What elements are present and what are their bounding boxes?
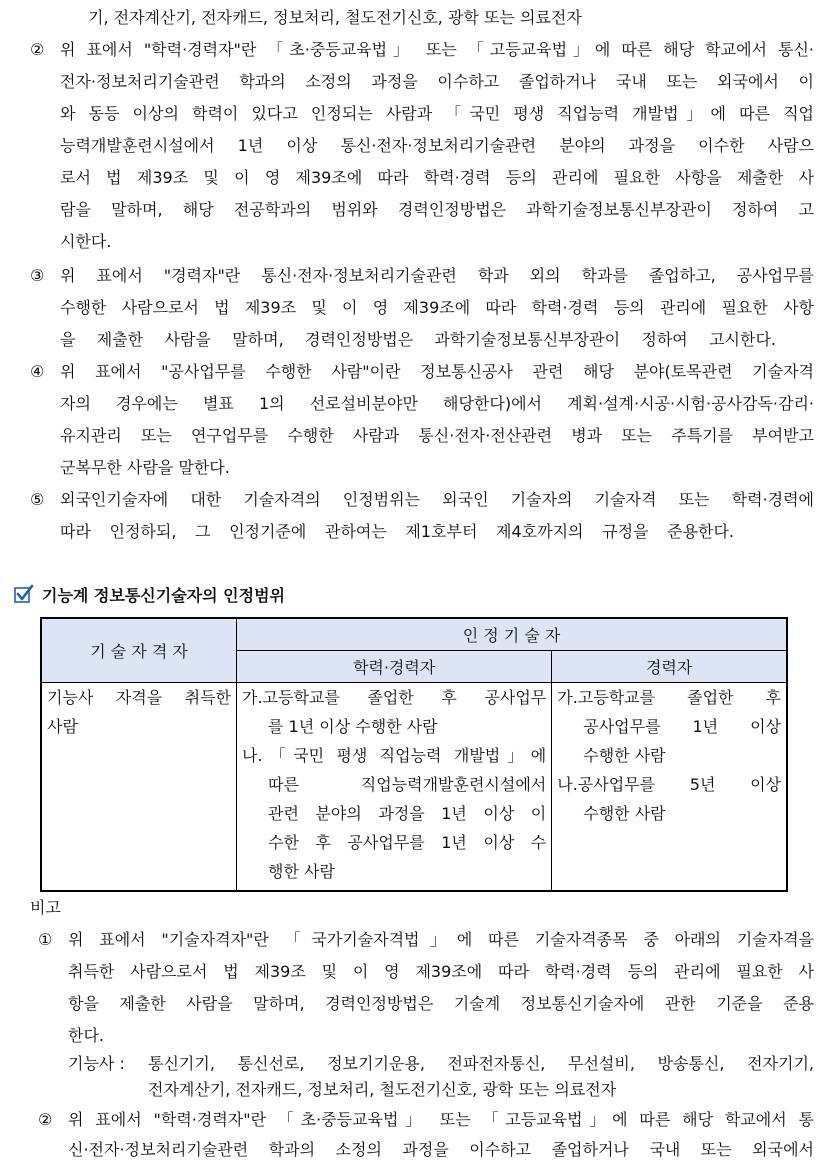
paragraph-line: 을 제출한 사람을 말하며, 경력인정방법은 과학기술정보통신부장관이 정하여 고시한다. (60, 330, 776, 349)
cell-career (552, 682, 787, 891)
paragraph-line: 외국인기술자에 대한 기술자격의 인정범위는 외국인 기술자의 기술자격 또는 학력·경력에 (60, 490, 814, 509)
cell-line: 공사업무를 1년 이상 (583, 716, 781, 736)
paragraph-line: 위 표에서 "기술자격자"란 「국가기술자격법」에 따른 기술자격종목 중 아래의 기술자격을 (68, 930, 814, 949)
cell-line: 가.고등학교를 졸업한 후 공사업무 (242, 687, 547, 707)
paragraph-line: 위 표에서 "경력자"란 통신·전자·정보처리기술관련 학과 외의 학과를 졸업하고, 공사업무를 (60, 266, 814, 285)
item-number: ③ (30, 266, 45, 285)
paragraph-line: 전자·정보처리기술관련 학과의 소정의 과정을 이수하고 졸업하거나 국내 또는 외국에서 이 (60, 72, 814, 91)
cell-line: 나.공사업무를 5년 이상 (557, 774, 781, 794)
cell-line: 기능사 자격을 취득한 (47, 687, 231, 707)
paragraph-line: 한다. (68, 1026, 104, 1045)
cell-line: 행한 사람 (268, 861, 335, 881)
cell-line: 사람 (47, 716, 78, 736)
qualification-table (40, 617, 788, 892)
paragraph-line: 항을 제출한 사람을 말하며, 경력인정방법은 기술계 정보통신기술자에 관한 기준을 준용 (68, 994, 814, 1013)
item-number: ⑤ (30, 490, 45, 509)
item-number: ② (30, 40, 45, 59)
paragraph-line: 와 동등 이상의 학력이 있다고 인정되는 사람과 「국민 평생 직업능력 개발법」에 따른 직업 (60, 104, 814, 123)
paragraph-line: 따라 인정하되, 그 인정기준에 관하여는 제1호부터 제4호까지의 규정을 준용한다. (60, 522, 734, 541)
section-title: 기능계 정보통신기술자의 인정범위 (42, 585, 285, 605)
paragraph-line: 취득한 사람으로서 법 제39조 및 이 영 제39조에 따라 학력·경력 등의 관리에 필요한 사 (68, 962, 814, 981)
section-heading (14, 582, 285, 606)
list-line: 통신기기, 통신선로, 정보기기운용, 전파전자통신, 무선설비, 방송통신, 전자기기, (148, 1054, 814, 1073)
paragraph-line: 신·전자·정보처리기술관련 학과의 소정의 과정을 이수하고 졸업하거나 국내 또는 외국에서 (68, 1140, 814, 1159)
checkbox-checked-icon (14, 584, 34, 604)
paragraph-line: 자의 경우에는 별표 1의 선로설비분야만 해당한다)에서 계획·설계·시공·시험·공사감독·감리· (60, 394, 814, 413)
paragraph-line: 위 표에서 "공사업무를 수행한 사람"이란 정보통신공사 관련 해당 분야(토목관련 기술자격 (60, 362, 814, 381)
item-number: ④ (30, 362, 45, 381)
cell-line: 가.고등학교를 졸업한 후 (557, 687, 781, 707)
list-label: 기능사 : (68, 1054, 125, 1073)
paragraph-line: 수행한 사람으로서 법 제39조 및 이 영 제39조에 따라 학력·경력 등의 관리에 필요한 사항 (60, 298, 814, 317)
remarks-heading: 비고 (30, 898, 61, 917)
paragraph-line: 위 표에서 "학력·경력자"란 「초·중등교육법」 또는 「고등교육법」에 따른 해당 학교에서 통 (68, 1110, 814, 1129)
cell-line: 를 1년 이상 수행한 사람 (268, 716, 438, 736)
paragraph-line: 위 표에서 "학력·경력자"란 「초·중등교육법」 또는 「고등교육법」에 따른 해당 학교에서 통신· (60, 40, 814, 59)
list-line: 전자계산기, 전자캐드, 정보처리, 철도전기신호, 광학 또는 의료전자 (148, 1080, 617, 1099)
item-number: ② (38, 1110, 53, 1129)
cell-qualification (41, 682, 237, 891)
header-recognized-technician: 인 정 기 술 자 (237, 618, 788, 650)
item-number: ① (38, 930, 53, 949)
paragraph-line: 능력개발훈련시설에서 1년 이상 통신·전자·정보처리기술관련 분야의 과정을 이수한 사람으 (60, 136, 814, 155)
cell-line: 수한 후 공사업무를 1년 이상 수 (268, 832, 547, 852)
header-qualified-technician: 기 술 자 격 자 (41, 618, 237, 682)
cell-education-career (237, 682, 552, 891)
paragraph-line: 시한다. (60, 232, 112, 251)
continuation-line: 기, 전자계산기, 전자캐드, 정보처리, 철도전기신호, 광학 또는 의료전자 (88, 8, 582, 27)
paragraph-line: 람을 말하며, 해당 전공학과의 범위와 경력인정방법은 과학기술정보통신부장관이 정하여 고 (60, 200, 814, 219)
cell-line: 나.「국민 평생 직업능력 개발법」에 (242, 745, 547, 765)
header-education-career: 학력·경력자 (237, 650, 552, 682)
paragraph-line: 군복무한 사람을 말한다. (60, 458, 230, 477)
cell-line: 수행한 사람 (583, 803, 666, 823)
paragraph-line: 유지관리 또는 연구업무를 수행한 사람과 통신·전자·전산관련 병과 또는 주특기를 부여받고 (60, 426, 814, 445)
header-career: 경력자 (552, 650, 787, 682)
paragraph-line: 로서 법 제39조 및 이 영 제39조에 따라 학력·경력 등의 관리에 필요한 사항을 제출한 사 (60, 168, 814, 187)
cell-line: 관련 분야의 과정을 1년 이상 이 (268, 803, 547, 823)
cell-line: 따른 직업능력개발훈련시설에서 (268, 774, 547, 794)
cell-line: 수행한 사람 (583, 745, 666, 765)
